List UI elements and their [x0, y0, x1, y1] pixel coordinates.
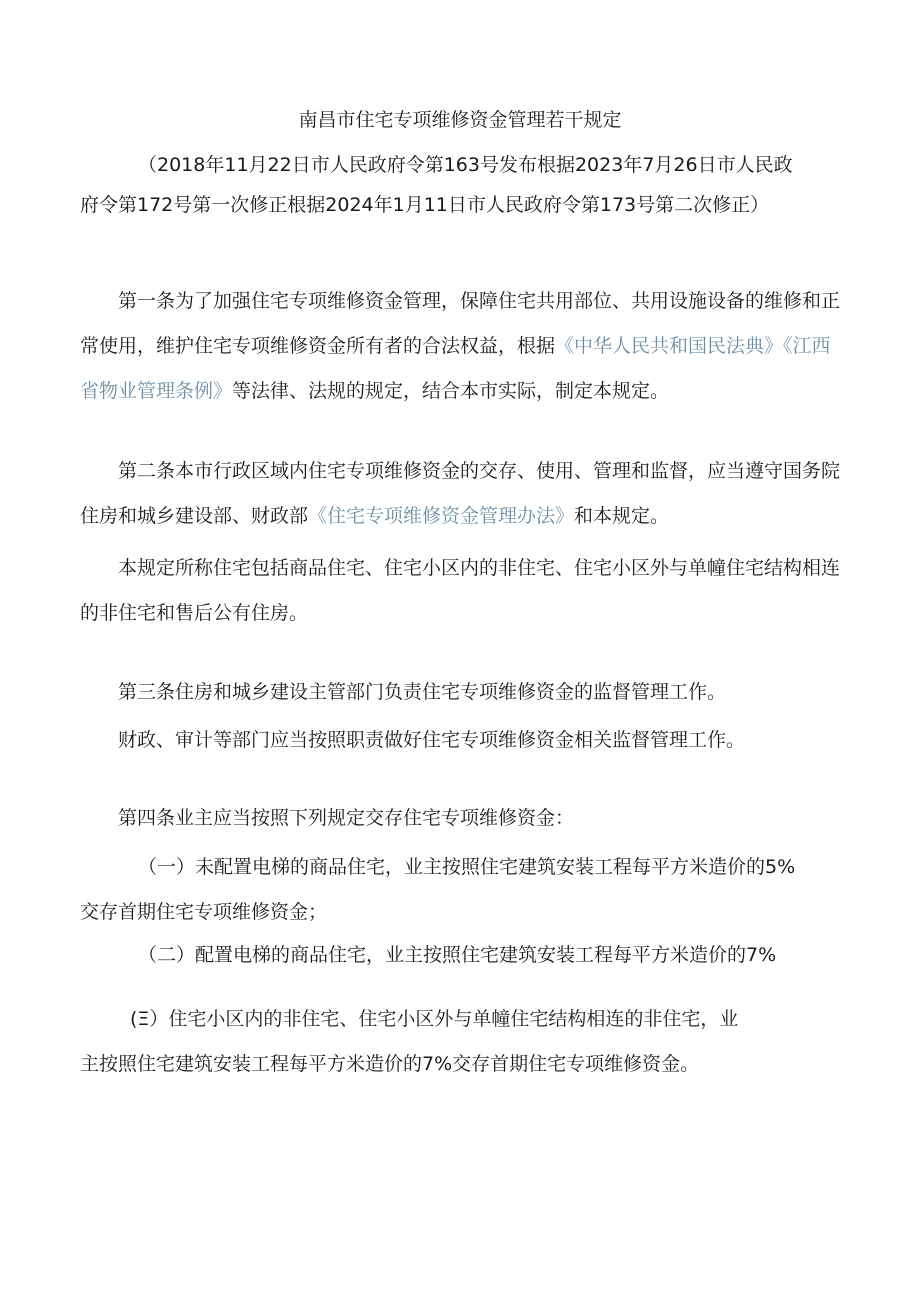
article-4-item-1-line-2: 交存首期住宅专项维修资金；: [80, 901, 328, 923]
article-4-item-3-line-2: 主按照住宅建筑安装工程每平方米造价的7%交存首期住宅专项维修资金。: [80, 1053, 700, 1075]
article-2-text-end: 和本规定。: [574, 505, 670, 527]
article-2-text-start: 第二条本市行政区域内住宅专项维修资金的交存、使用、管理和监督，应当遵守国务院住房和城乡建设部、财政部: [80, 460, 841, 527]
document-subtitle: [80, 145, 840, 225]
article-1-text-end: 等法律、法规的规定，结合本市实际，制定本规定。: [232, 380, 670, 402]
jiangxi-property-regulation-link[interactable]: 《江西省物业管理条例》: [80, 335, 831, 402]
article-4-item-2: [80, 933, 840, 978]
article-4-item-1-line-1: （一）未配置电梯的商品住宅，业主按照住宅建筑安装工程每平方米造价的5%: [138, 856, 796, 878]
article-3: 第三条住房和城乡建设主管部门负责住宅专项维修资金的监督管理工作。: [118, 681, 727, 703]
article-1-text-start: 第一条为了加强住宅专项维修资金管理，保障住宅共用部位、共用设施设备的维修和正常使用，维护住宅专项维修资金所有者的合法权益，根据: [80, 290, 841, 357]
article-4: 第四条业主应当按照下列规定交存住宅专项维修资金：: [118, 807, 575, 829]
article-4-item-2-line-1: （二）配置电梯的商品住宅，业主按照住宅建筑安装工程每平方米造价的7%: [138, 944, 777, 966]
civil-code-link[interactable]: 《中华人民共和国民法典》: [555, 335, 784, 357]
article-2: [80, 449, 840, 539]
article-1: [80, 279, 840, 414]
subtitle-line-2: 府令第172号第一次修正根据2024年1月11日市人民政府令第173号第二次修正）: [80, 194, 770, 216]
article-4-item-1: [80, 845, 840, 935]
document-title: 南昌市住宅专项维修资金管理若干规定: [298, 109, 622, 131]
article-4-item-3: [80, 997, 840, 1087]
subtitle-line-1: （2018年11月22日市人民政府令第163号发布根据2023年7月26日市人民政: [138, 154, 793, 176]
article-2-paragraph-2: 本规定所称住宅包括商品住宅、住宅小区内的非住宅、住宅小区外与单幢住宅结构相连的非住宅和售后公有住房。: [80, 557, 841, 624]
maintenance-fund-measures-link[interactable]: 《住宅专项维修资金管理办法》: [308, 505, 575, 527]
article-4-item-3-line-1: (Ξ）住宅小区内的非住宅、住宅小区外与单幢住宅结构相连的非住宅，业: [130, 1008, 739, 1030]
article-3-paragraph-2: 财政、审计等部门应当按照职责做好住宅专项维修资金相关监督管理工作。: [118, 729, 746, 751]
